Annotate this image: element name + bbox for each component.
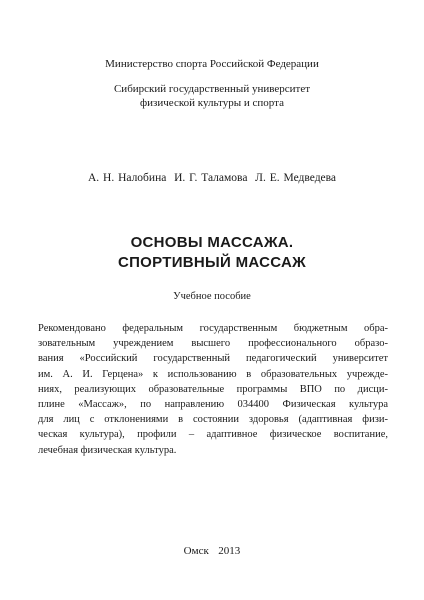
recommendation-line: зовательным учреждением высшего профессионального образо- — [38, 338, 388, 350]
recommendation-line: Рекомендовано федеральным государственным бюджетным обра- — [38, 323, 388, 334]
ministry-name: Министерство спорта Российской Федерации — [105, 58, 319, 70]
recommendation-line: лечебная физическая культура. — [38, 444, 177, 456]
recommendation-line: ниях, реализующих образовательные программы ВПО по дисци- — [38, 383, 388, 395]
authors: А. Н. Налобина И. Г. Таламова Л. Е. Медведева — [87, 172, 337, 184]
university-line: Сибирский государственный университет — [113, 83, 311, 95]
recommendation-line: ческая культура), профили – адаптивное физическое воспитание, — [38, 429, 388, 441]
recommendation-line: вания «Российский государственный педагогический университет — [38, 353, 388, 365]
book-title-line: СПОРТИВНЫЙ МАССАЖ — [117, 254, 307, 271]
recommendation-line: плине «Массаж», по направлению 034400 Физическая культура — [38, 399, 388, 411]
recommendation-line: для лиц с отклонениями в состоянии здоровья (адаптивная физи- — [38, 414, 388, 426]
publication-place-year: Омск 2013 — [183, 545, 241, 557]
recommendation-line: им. А. И. Герцена» к использованию в образовательных учрежде- — [38, 368, 388, 380]
recommendation-text — [38, 321, 388, 458]
book-title-line: ОСНОВЫ МАССАЖА. — [130, 234, 294, 251]
book-subtitle: Учебное пособие — [173, 291, 251, 302]
university-name — [0, 82, 424, 110]
university-line: физической культуры и спорта — [140, 97, 284, 109]
book-title — [0, 233, 424, 273]
